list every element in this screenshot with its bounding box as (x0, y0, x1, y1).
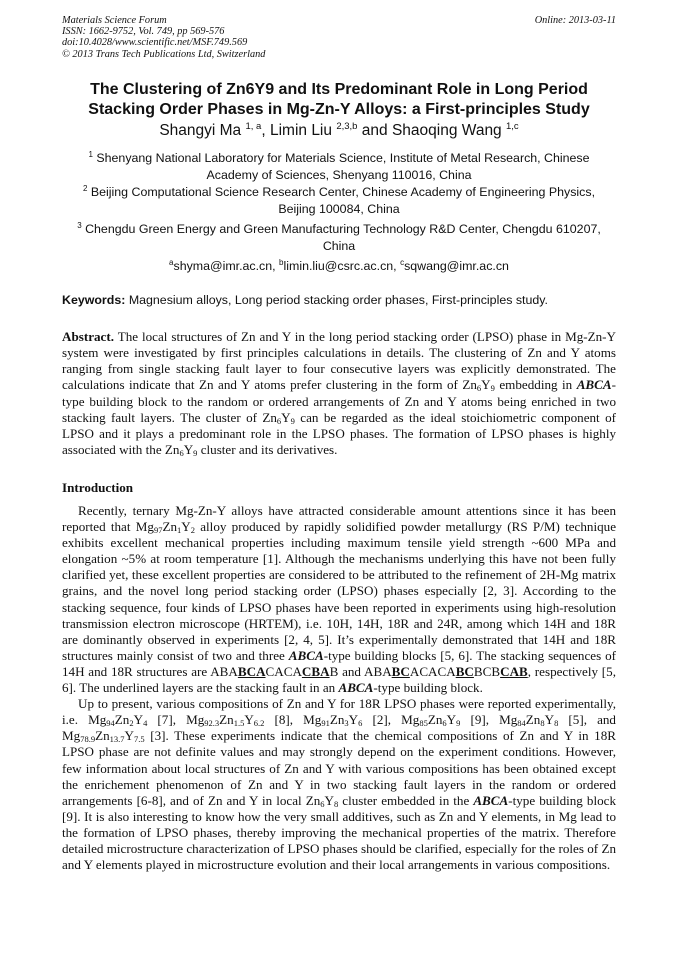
text-run: [3]. These experiments indicate that the chemical compositions of Zn and Y in 18R LPSO phase are not definite values and may strongly depend on the experiment conditions. However, few information about local structures of Zn and Y with various compositions has been obtained except the enrichement phenomenon of Zn and Y in two stacking fault layers in the random or ordered arrangements [6-8], and of Zn and Y in local Zn (62, 728, 616, 808)
email-list: $^a$shyma@imr.ac.cn, $^b$limin.liu@csrc.ac.cn, $^c$sqwang@imr.ac.cn (169, 258, 509, 273)
subscript: 6.2 (253, 718, 265, 729)
text-run: B and ABA (329, 663, 392, 679)
abstract-text: cluster and its derivatives. (200, 442, 338, 458)
text-run: Y (544, 712, 555, 728)
text-run: Recently, ternary Mg-Zn-Y alloys have attracted considerable amount attentions since it has been reported that Mg (62, 503, 616, 535)
text-run: Up to present, various compositions of Zn and Y for 18R LPSO phases were reported experimentally, i.e. Mg (62, 696, 616, 728)
text-run: [7], Mg (157, 712, 205, 728)
copyright: © 2013 Trans Tech Publications Ltd, Switzerland (62, 48, 266, 60)
stacking-fault-layer: BC (455, 663, 474, 679)
email-mark: a (169, 258, 174, 267)
abstract-text: can be regarded as the ideal stoichiometric component of LPSO and it plays a predominant role in the LPSO phases. The formation of LPSO phases is highly associated with the Zn (62, 409, 616, 458)
affiliation (72, 150, 606, 183)
subscript: 85 (419, 718, 428, 729)
text-run: Zn (219, 712, 234, 728)
text-run: Y (324, 792, 334, 808)
subscript: 7.5 (133, 734, 145, 745)
subscript: 1.5 (233, 718, 245, 729)
subscript: 9 (290, 415, 295, 426)
issn: ISSN: 1662-9752, Vol. 749, pp 569-576 (62, 26, 225, 38)
subscript: 6 (442, 718, 447, 729)
text-run: Zn (329, 712, 345, 728)
subscript: 97 (153, 525, 163, 536)
text-run: Zn (162, 519, 177, 535)
subscript: 6 (476, 383, 482, 394)
abca-term: ABCA (576, 377, 612, 393)
subscript: 8 (554, 718, 559, 729)
section-heading-introduction: Introduction (62, 480, 134, 495)
text-run: ACACA (409, 663, 456, 679)
author-affil-mark: 1, a (245, 121, 262, 132)
author-affil-mark: 1,c (506, 121, 519, 132)
subscript: 3 (344, 718, 349, 729)
author-name: Limin Liu (269, 122, 332, 139)
paragraph (62, 503, 616, 696)
subscript: 91 (321, 718, 330, 729)
text-run: Y (124, 728, 134, 744)
keywords (62, 292, 616, 308)
online-date: Online: 2013-03-11 (534, 15, 616, 26)
text-run: Zn (525, 712, 541, 728)
subscript: 6 (320, 798, 325, 809)
stacking-fault-layer: CAB (500, 663, 528, 679)
author-separator: and (361, 122, 388, 139)
abca-term: ABCA (288, 647, 324, 663)
affiliation-number: 3 (77, 221, 82, 230)
subscript: 8 (333, 798, 339, 809)
subscript: 2 (129, 718, 134, 729)
subscript: 6 (358, 718, 363, 729)
affiliation-number: 2 (82, 184, 88, 193)
author-name: Shaoqing Wang (391, 122, 502, 139)
text-run: [2], Mg (372, 712, 420, 728)
author-list (62, 121, 616, 141)
text-run: Zn (427, 712, 443, 728)
author-separator: , (261, 122, 266, 139)
email-address[interactable]: sqwang@imr.ac.cn (404, 259, 509, 273)
subscript: 6 (179, 448, 184, 459)
stacking-fault-layer: BCA (237, 663, 266, 679)
text-run: [9], Mg (470, 712, 518, 728)
keywords-label: Keywords: (62, 293, 126, 307)
affiliation-text: Beijing Computational Science Research Center, Chinese Academy of Engineering Physics, Beijing 100084, China (90, 185, 596, 216)
subscript: 78.9 (80, 734, 96, 745)
affiliation (72, 221, 606, 254)
email-address[interactable]: shyma@imr.ac.cn (173, 259, 273, 273)
doi: doi:10.4028/www.scientific.net/MSF.749.569 (62, 37, 248, 49)
introduction-body (62, 503, 616, 873)
abca-term: ABCA (338, 680, 374, 696)
text-run: BCB (473, 663, 501, 679)
text-run: Y (446, 712, 457, 728)
text-run: Zn (95, 728, 110, 744)
text-run: alloy produced by rapidly solidified powder metallurgy (RS P/M) technique exhibits excellent mechanical properties including maximum tensile yield strength ~600 MPa and elongation ~5% at room temperature [1]. Although the mechanisms underlying this have not been fully clarified yet, these excellent properties are considered to be attributed to the refinement of 2H-Mg matrix grains, and the novel long period stacking order (LPSO) phases especially [2, 3]. According to the stacking sequence, four kinds of LPSO phases have been reported in experiments using high-resolution transmission electron microscope (HRTEM), i.e. 10H, 14H, 18R and 24R, among which 14H and 18R are dominantly observed in experiments [2, 4, 5]. It’s experimentally demonstrated that 14H and 18R structures mainly consist of two and three (62, 519, 616, 663)
abstract-text: Y (281, 409, 291, 425)
subscript: 84 (517, 718, 526, 729)
subscript: 92.3 (204, 718, 220, 729)
abstract-label: Abstract. (62, 329, 114, 344)
affiliation-text: Chengdu Green Energy and Green Manufacturing Technology R&D Center, Chengdu 610207, China (85, 222, 601, 253)
text-run: -type building blocks [5, 6]. The stacking sequences of 14H and 18R structures are ABA (62, 647, 616, 679)
text-run: [8], Mg (274, 712, 322, 728)
subscript: 13.7 (109, 734, 125, 745)
author-affil-mark: 2,3,b (336, 121, 358, 132)
stacking-fault-layer: CBA (301, 663, 330, 679)
text-run: [5], and Mg (62, 712, 616, 744)
author-name: Shangyi Ma (159, 122, 242, 139)
abstract (62, 329, 616, 458)
text-run: Y (181, 519, 191, 535)
subscript: 6 (276, 415, 282, 426)
abca-term: ABCA (473, 792, 509, 808)
subscript: 1 (177, 525, 182, 536)
text-run: -type building block. (373, 680, 483, 696)
affiliation-number: 1 (88, 150, 93, 159)
paper-title: The Clustering of Zn6Y9 and Its Predominant Role in Long Period Stacking Order Phases in Mg-Zn-Y Alloys: a First-principles Study (88, 81, 590, 118)
subscript: 8 (540, 718, 545, 729)
text-run: Zn (114, 712, 130, 728)
text-run: Y (133, 712, 144, 728)
abstract-text: Y (183, 442, 194, 458)
text-run: Y (348, 712, 359, 728)
text-run: cluster embedded in the (342, 792, 470, 808)
text-run: Y (244, 712, 254, 728)
subscript: 9 (193, 448, 198, 459)
subscript: 94 (106, 718, 115, 729)
paragraph (62, 696, 616, 873)
abstract-text: Y (481, 377, 491, 393)
journal-header (62, 15, 616, 60)
subscript: 9 (490, 383, 495, 394)
subscript: 2 (190, 525, 195, 536)
email-mark: b (279, 258, 284, 267)
text-run: CACA (265, 663, 302, 679)
email-mark: c (400, 258, 405, 267)
abstract-text: -type building block to the random or ordered arrangements of Zn and Y atoms being enriched in two stacking fault layers. The cluster of Zn (62, 377, 617, 425)
stacking-fault-layer: BC (391, 663, 410, 679)
email-address[interactable]: limin.liu@csrc.ac.cn (283, 259, 394, 273)
subscript: 9 (456, 718, 461, 729)
text-run: -type building block [9]. It is also interesting to know how the very small additives, such as Zn and Y elements, in Mg lead to the formation of LPSO phases, thereby improving the mechanical properties of the matrix. Therefore detailed microstructure characterization of LPSO phases should be clarified, especially for the roles of Zn and Y elements played in microstructure evolution and their local arrangements in various compositions. (62, 792, 616, 873)
text-run: , respectively [5, 6]. The underlined layers are the stacking fault in an (62, 663, 616, 696)
subscript: 4 (143, 718, 148, 729)
abstract-text: embedding in (499, 377, 573, 393)
abstract-text: The local structures of Zn and Y in the long period stacking order (LPSO) phase in Mg-Zn-Y system were investigated by first principles calculations in details. The clustering of Zn and Y atoms ranging from single stacking fault layer to four consecutive layers was explicitly demonstrated. The calculations indicate that Zn and Y atoms prefer clustering in the form of Zn (62, 329, 616, 393)
journal-name: Materials Science Forum (62, 15, 167, 26)
affiliation-text: Shenyang National Laboratory for Materials Science, Institute of Metal Research, Chinese Academy of Sciences, Shenyang 110016, China (96, 151, 590, 182)
keywords-text: Magnesium alloys, Long period stacking order phases, First-principles study. (128, 293, 548, 307)
affiliation (72, 184, 606, 217)
